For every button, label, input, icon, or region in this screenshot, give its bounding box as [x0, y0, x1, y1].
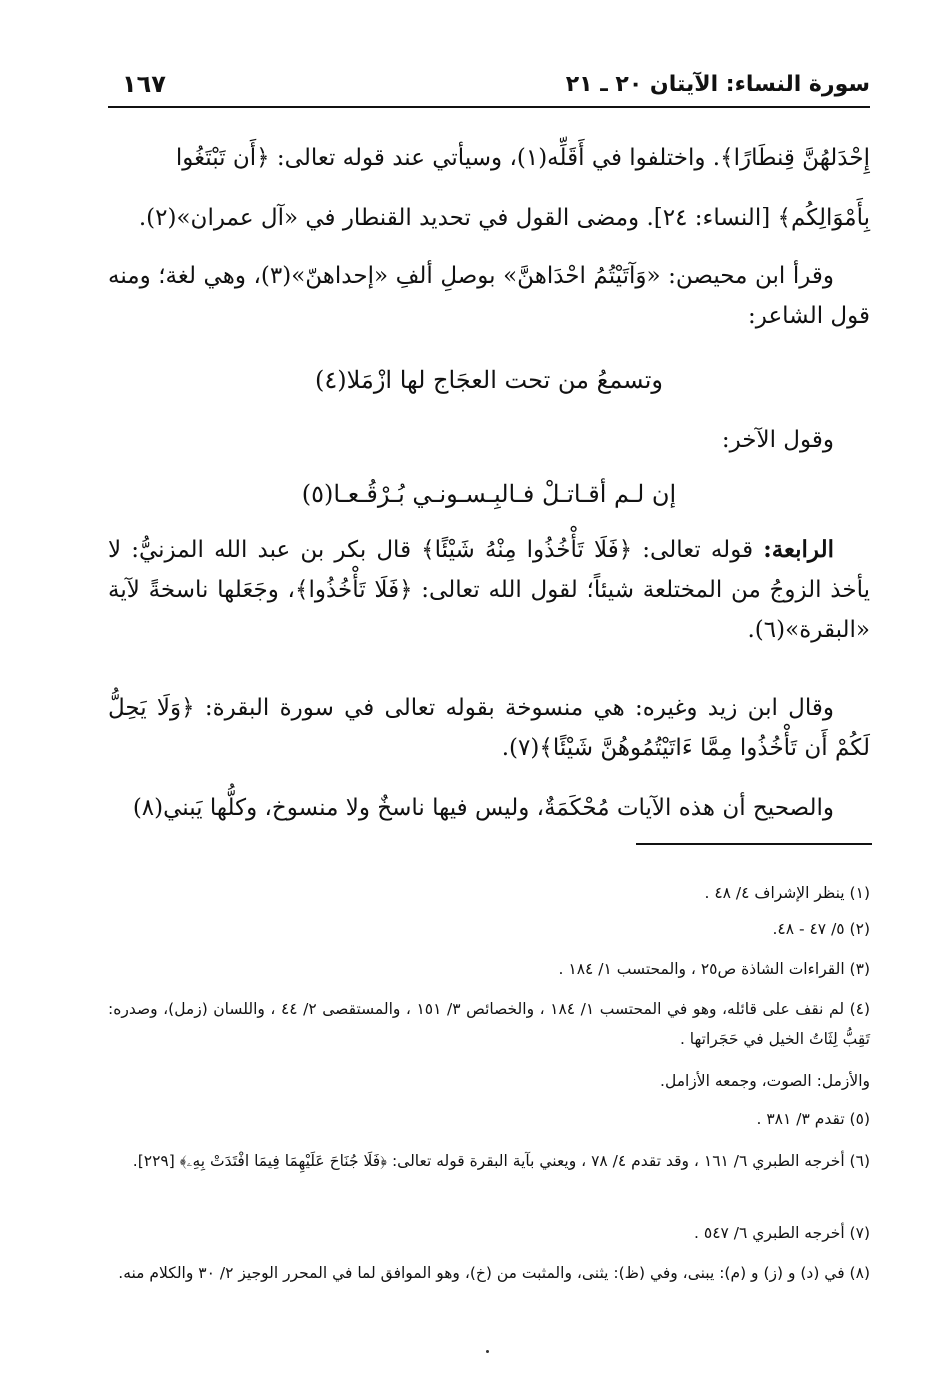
footnote-4-continuation: والأزمل: الصوت، وجمعه الأزامل. — [660, 1072, 870, 1090]
page-number: ١٦٧ — [122, 70, 166, 98]
footnote-separator — [636, 843, 872, 845]
footnote-7: (٧) أخرجه الطبري ٦/ ٥٤٧ . — [694, 1224, 870, 1242]
footnote-5: (٥) تقدم ٣/ ٣٨١ . — [756, 1110, 870, 1128]
footnote-4: (٤) لم نقف على قائله، وهو في المحتسب ١/ ١٨٤ ، والخصائص ٣/ ١٥١ ، والمستقصى ٢/ ٤٤ ، واللسان (زمل)، وصدره: تَقِبُّ لِثَاتُ الخيل في حَجَراتها . — [108, 1000, 871, 1048]
footnote-3: (٣) القراءات الشاذة ص٢٥ ، والمحتسب ١/ ١٨٤ . — [558, 960, 870, 978]
footnote-6: (٦) أخرجه الطبري ٦/ ١٦١ ، وقد تقدم ٤/ ٧٨ ، ويعني بآية البقرة قوله تعالى: ﴿فَلَا جُنَاحَ عَلَيْهِمَا فِيمَا افْتَدَتْ بِهِۦ﴾ [٢٢٩]. — [132, 1152, 870, 1170]
paragraph-1-line-2: بِأَمْوَالِكُم﴾ [النساء: ٢٤]. ومضى القول في تحديد القنطار في «آل عمران»(٢). — [138, 205, 870, 231]
footnote-8: (٨) في (د) و (ز) و (م): يبنى، وفي (ظ): يثنى، والمثبت من (خ)، وهو الموافق لما في المحرر الوجيز ٢/ ٣٠ والكلام منه. — [118, 1264, 870, 1282]
footnote-1: (١) ينظر الإشراف ٤/ ٤٨ . — [704, 884, 870, 902]
paragraph-correct-view: والصحيح أن هذه الآيات مُحْكَمَةٌ، وليس فيها ناسخٌ ولا منسوخ، وكلُّها يَبني(٨) — [132, 795, 834, 821]
footnote-2: (٢) ٥/ ٤٧ - ٤٨. — [772, 920, 870, 938]
paragraph-ibn-zayd: وقال ابن زيد وغيره: هي منسوخة بقوله تعالى في سورة البقرة: ﴿وَلَا يَحِلُّ لَكُمْ أَن تَأْخُذُوا مِمَّا ءَاتَيْتُمُوهُنَّ شَيْئًا﴾(٧). — [108, 695, 870, 761]
paragraph-other-poet: وقول الآخر: — [721, 427, 834, 453]
paragraph-ibn-muhaysin: وقرأ ابن محيصن: «وَآتَيْتُمُ احْدَاهنَّ» بوصلِ ألفِ «إحداهنّ»(٣)، وهي لغة؛ ومنه قول الشاعر: — [108, 263, 870, 329]
paragraph-fourth-issue — [108, 530, 870, 650]
running-title: سورة النساء: الآيتان ٢٠ ـ ٢١ — [565, 72, 870, 97]
paragraph-fourth-text: قوله تعالى: ﴿فَلَا تَأْخُذُوا مِنْهُ شَيْئًا﴾ قال بكر بن عبد الله المزنيُّ: لا يأخذ الزوجُ من المختلعة شيئاً؛ لقول الله تعالى: ﴿فَلَا تَأْخُذُوا﴾، وجَعَلها ناسخةً لآية «البقرة»(٦). — [108, 537, 870, 643]
issue-heading: الرابعة: — [763, 536, 834, 563]
verse-1: وتسمعُ من تحت العجَاج لها ازْمَلا(٤) — [315, 366, 663, 394]
page-header — [108, 66, 870, 108]
paragraph-1-line-1: إِحْدَلهُنَّ قِنطَارًا﴾. واختلفوا في أَقَلِّه(١)، وسيأتي عند قوله تعالى: ﴿أَن تَبْتَغُوا — [175, 145, 870, 171]
verse-2: إن لـم أقـاتـلْ فـالبِـسـونـي بُـرْقُـعـا(٥) — [301, 480, 677, 508]
page-mark — [486, 1350, 489, 1353]
